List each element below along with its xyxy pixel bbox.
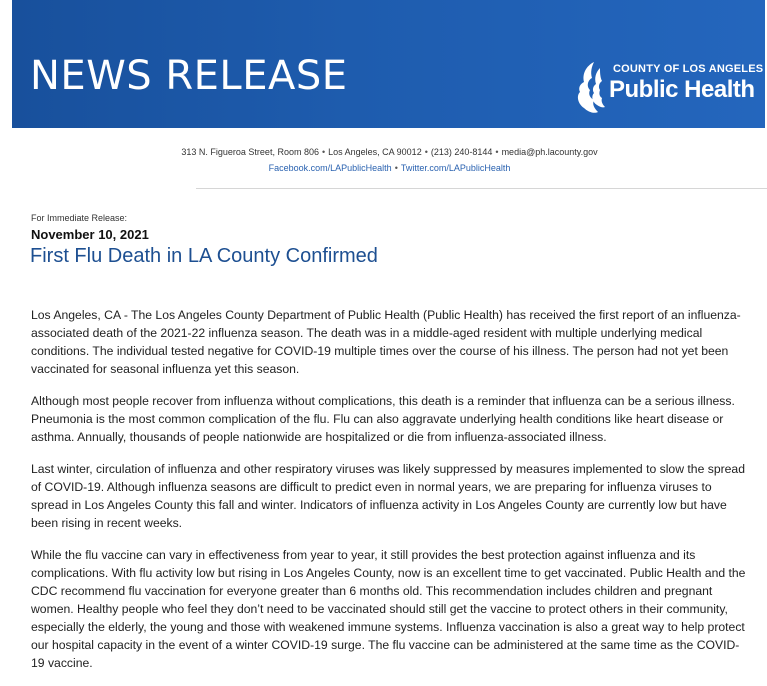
bullet-separator: • (321, 147, 326, 157)
social-links (0, 163, 767, 173)
release-label: For Immediate Release: (31, 213, 128, 223)
public-health-logo (572, 58, 762, 116)
bullet-separator: • (394, 163, 398, 173)
logo-department-text: Public Health (609, 76, 755, 103)
contact-email: media@ph.lacounty.gov (501, 147, 598, 157)
divider (196, 188, 767, 189)
bullet-separator: • (495, 147, 499, 157)
contact-line (0, 147, 767, 157)
paragraph: Last winter, circulation of influenza and other respiratory viruses was likely suppressed by measures implemented to slow the spread of COVID-19. Although influenza seasons are difficult to predict even in normal years, we are preparing for influenza viruses to spread in Los Angeles County this fall and winter. Indicators of influenza activity in Los Angeles County are currently low but have been rising in recent weeks. (31, 462, 745, 530)
logo-county-text: COUNTY OF LOS ANGELES (613, 63, 764, 75)
twitter-link[interactable]: Twitter.com/LAPublicHealth (400, 163, 511, 173)
news-release-banner (12, 0, 765, 128)
paragraph: While the flu vaccine can vary in effectiveness from year to year, it still provides the best protection against influenza and its complications. With flu activity low but rising in Los Angeles County, now is an excellent time to get vaccinated. Public Health and the CDC recommend flu vaccination for everyone greater than 6 months old. This recommendation includes children and pregnant women. Healthy people who feel they don’t need to be vaccinated should still get the vaccine to protect others in their community, especially the elderly, the young and those with weakened immune systems. Influenza vaccination is also a great way to help protect our hospital capacity in the event of a winter COVID-19 surge. The flu vaccine can be administered at the same time as the COVID-19 vaccine. (31, 548, 746, 670)
headline: First Flu Death in LA County Confirmed (30, 245, 378, 267)
contact-city: Los Angeles, CA 90012 (328, 147, 422, 157)
banner-title: NEWS RELEASE (30, 53, 348, 99)
release-date: November 10, 2021 (31, 227, 149, 242)
facebook-link[interactable]: Facebook.com/LAPublicHealth (268, 163, 392, 173)
county-seal-icon (572, 58, 612, 116)
bullet-separator: • (424, 147, 428, 157)
paragraph: Los Angeles, CA - The Los Angeles County Department of Public Health (Public Health) has received the first report of an influenza-associated death of the 2021-22 influenza season. The death was in a middle-aged resident with multiple underlying medical conditions. The individual tested negative for COVID-19 multiple times over the course of his illness. The person had not yet been vaccinated for seasonal influenza yet this season. (31, 308, 741, 376)
article-body (31, 306, 747, 686)
contact-address: 313 N. Figueroa Street, Room 806 (181, 147, 319, 157)
paragraph: Although most people recover from influenza without complications, this death is a reminder that influenza can be a serious illness. Pneumonia is the most common complication of the flu. Flu can also aggravate underlying health conditions like heart disease or asthma. Annually, thousands of people nationwide are hospitalized or die from influenza-associated illness. (31, 394, 735, 444)
contact-phone: (213) 240-8144 (430, 147, 493, 157)
